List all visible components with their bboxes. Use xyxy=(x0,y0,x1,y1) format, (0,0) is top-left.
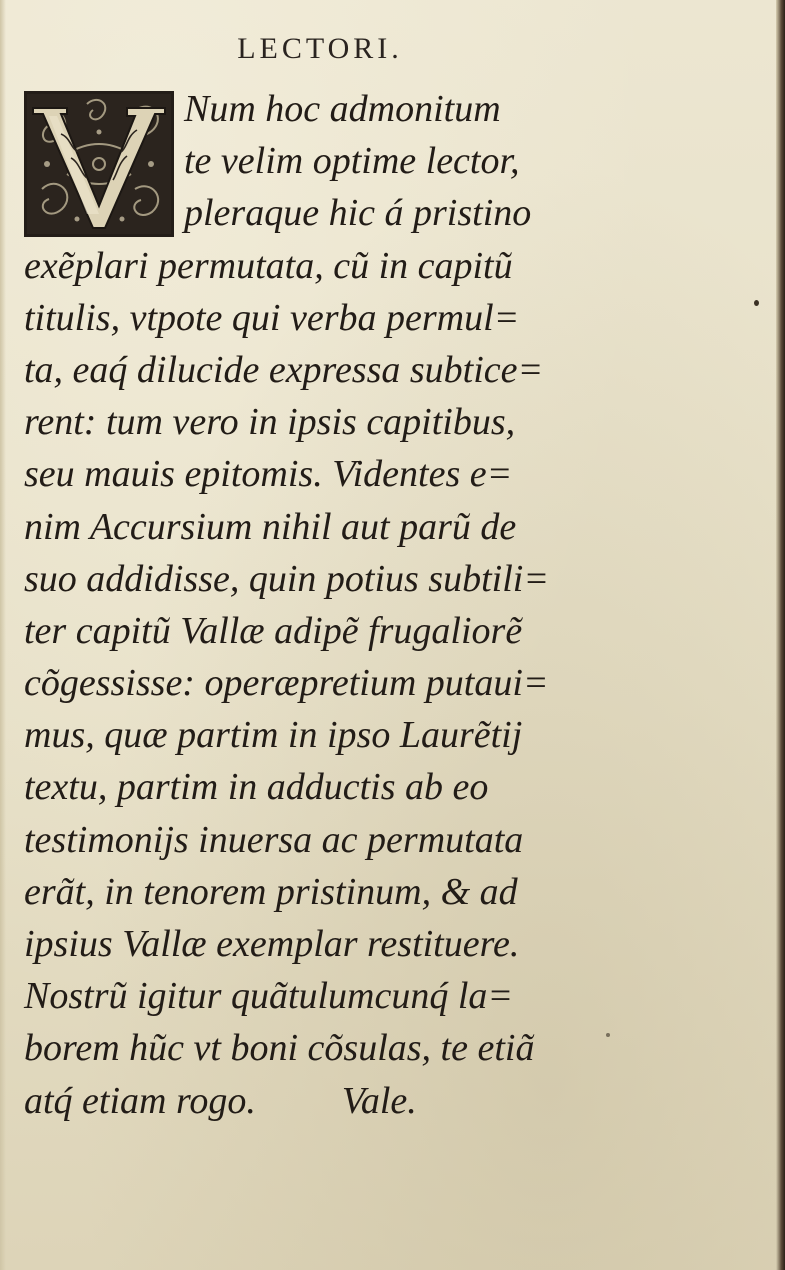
text-line: mus, quæ partim in ipso Laurẽtij xyxy=(24,714,523,757)
final-line-text: atq́ etiam rogo. xyxy=(24,1079,256,1122)
body-text xyxy=(24,83,584,1127)
text-line: erãt, in tenorem pristinum, & ad xyxy=(24,870,518,913)
text-line: nim Accursium nihil aut parũ de xyxy=(24,505,517,548)
text-line: te velim optime lector, xyxy=(184,140,520,183)
closing-vale: Vale. xyxy=(341,1079,417,1122)
text-line: Nostrũ igitur quãtulumcunq́ la= xyxy=(24,975,514,1018)
text-line: seu mauis epitomis. Videntes e= xyxy=(24,453,513,496)
text-line: cõgessisse: operæpretium putaui= xyxy=(24,662,549,705)
page-right-edge xyxy=(776,0,785,1270)
text-line: ipsius Vallæ exemplar restituere. xyxy=(24,923,520,965)
text-line: suo addidisse, quin potius subtili= xyxy=(24,557,549,600)
text-line: rent: tum vero in ipsis capitibus, xyxy=(24,401,516,444)
text-line: textu, partim in adductis ab eo xyxy=(24,766,489,809)
text-line: ter capitũ Vallæ adipẽ frugaliorẽ xyxy=(24,609,523,652)
text-line: testimonijs inuersa ac permutata xyxy=(24,818,524,861)
page-left-edge xyxy=(0,0,6,1270)
text-line: exẽplari permutata, cũ in capitũ xyxy=(24,244,513,287)
text-line: titulis, vtpote qui verba permul= xyxy=(24,296,520,339)
text-line: Num hoc admonitum xyxy=(184,88,501,130)
text-line: borem hũc vt boni cõsulas, te etiã xyxy=(24,1027,535,1070)
text-line: ta, eaq́ dilucide expressa subtice= xyxy=(24,348,544,391)
text-line: pleraque hic á pristino xyxy=(184,192,532,235)
ink-speck xyxy=(606,1033,610,1037)
ink-speck xyxy=(754,300,759,306)
page-heading: LECTORI. xyxy=(237,32,403,65)
final-line xyxy=(24,1075,584,1127)
